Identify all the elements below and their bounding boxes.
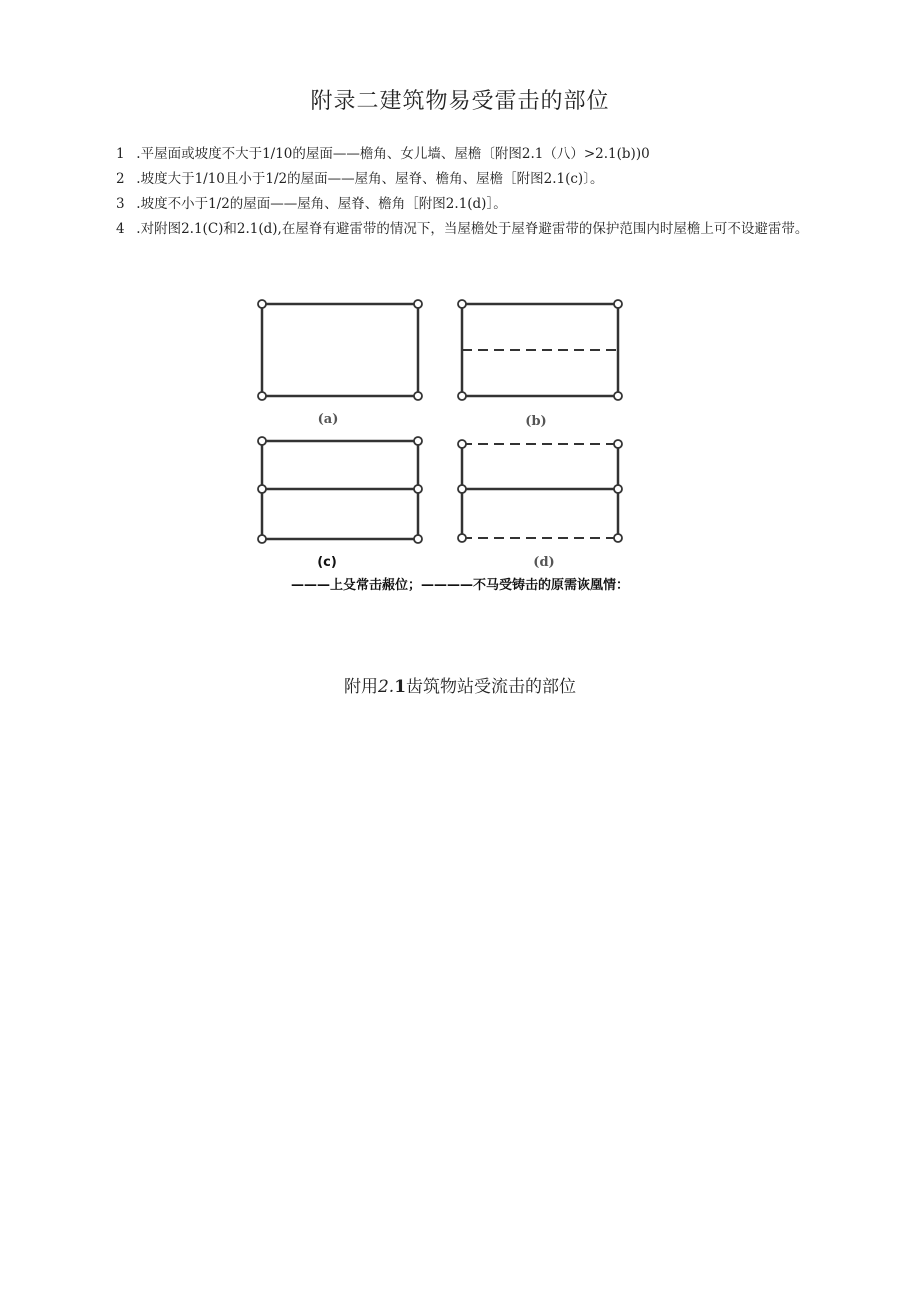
corner-marker [458, 392, 466, 400]
list-item [86, 167, 834, 192]
corner-marker [414, 437, 422, 445]
corner-marker [414, 300, 422, 308]
caption-number-italic: 2. [377, 677, 395, 697]
list-item [86, 142, 834, 167]
corner-marker [458, 485, 466, 493]
item-number: 2 [116, 171, 125, 187]
list-item [86, 192, 834, 217]
corner-marker [614, 392, 622, 400]
item-number: 1 [116, 146, 125, 162]
corner-marker [458, 300, 466, 308]
caption-prefix: 附用 [343, 677, 378, 697]
corner-marker [414, 485, 422, 493]
caption-suffix: 齿筑物站受流击的部位 [406, 677, 577, 697]
corner-marker [458, 534, 466, 542]
roof-diagram [248, 292, 678, 574]
caption-number-bold: 1 [394, 677, 407, 697]
corner-marker [614, 440, 622, 448]
panel-label-d: (d) [533, 555, 555, 570]
corner-marker [414, 535, 422, 543]
corner-marker [258, 535, 266, 543]
panel-label-b: (b) [525, 414, 547, 429]
figure-caption [0, 672, 920, 697]
figure-legend: ———上殳常击赧位；————不马受铸击的原需诙凰情： [290, 578, 629, 593]
corner-marker [414, 392, 422, 400]
item-number: 4 [116, 221, 125, 237]
item-text: .平屋面或坡度不大于1/10的屋面——檐角、女儿墙、屋檐〔附图2.1（八）>2.1(b))0 [132, 146, 650, 162]
corner-marker [458, 440, 466, 448]
item-number: 3 [116, 196, 125, 212]
item-list [86, 142, 834, 242]
list-item [86, 217, 834, 242]
corner-marker [258, 392, 266, 400]
corner-marker [258, 485, 266, 493]
panel-label-a: (a) [317, 412, 339, 427]
corner-marker [258, 300, 266, 308]
corner-marker [614, 485, 622, 493]
panel-a-outline [262, 304, 418, 396]
corner-marker [614, 300, 622, 308]
item-text: .坡度大于1/10且小于1/2的屋面——屋角、屋脊、檐角、屋檐［附图2.1(c)〕。 [132, 171, 604, 187]
corner-marker [614, 534, 622, 542]
item-text: .对附图2.1(C)和2.1(d),在屋脊有避雷带的情况下，当屋檐处于屋脊避雷带的保护范围内时屋檐上可不设避雷带。 [132, 221, 809, 237]
panel-label-c: (c) [317, 555, 337, 570]
page-title: 附录二建筑物易受雷击的部位 [310, 89, 610, 114]
corner-marker [258, 437, 266, 445]
item-text: .坡度不小于1/2的屋面——屋角、屋脊、檐角［附图2.1(d)］。 [132, 196, 507, 212]
